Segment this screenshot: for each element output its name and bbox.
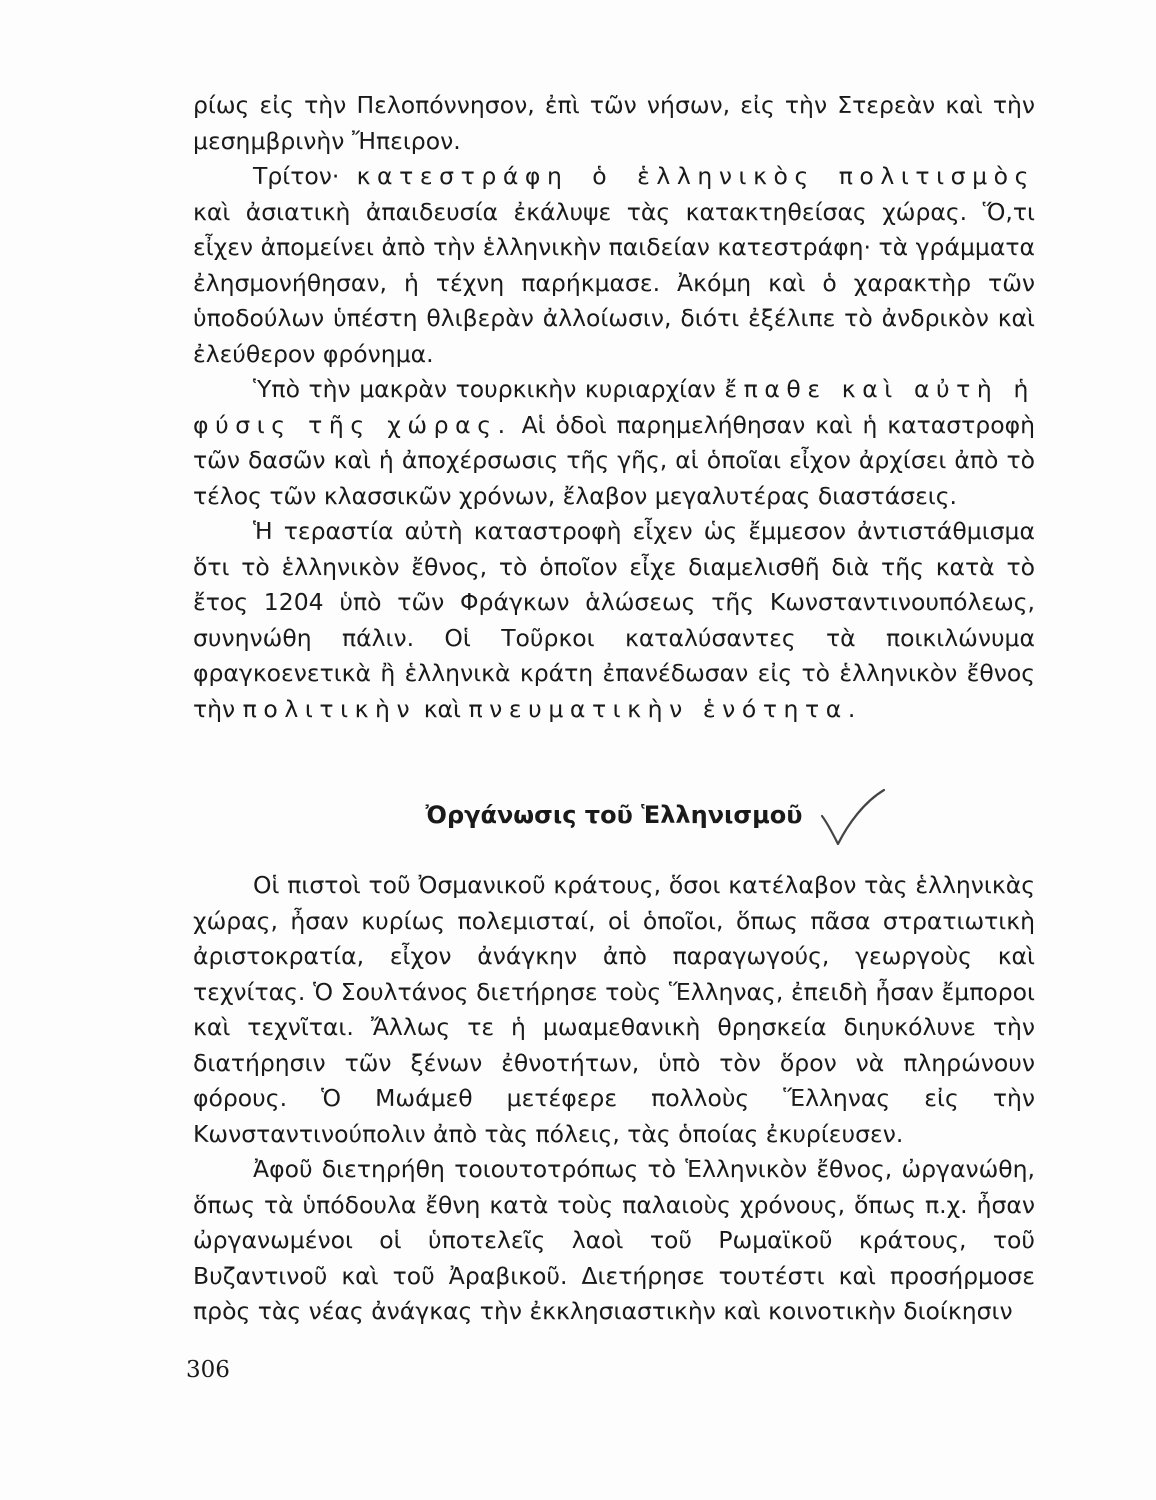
- text-segment: Αἱ ὁδοὶ παρημελήθησαν καὶ ἡ καταστροφὴ τῶν δασῶν καὶ ἡ ἀποχέρσωσις τῆς γῆς, αἱ ὁποῖαι εἶχον ἀρχίσει ἀπὸ τὸ τέλος τῶν κλασσικῶν χρόνων, ἔλαβον μεγαλυτέρας διαστάσεις.: [193, 410, 1035, 510]
- text-segment: Τρίτον·: [253, 162, 357, 190]
- paragraph: [193, 868, 1035, 1152]
- paragraph: [193, 1152, 1035, 1330]
- section-heading: Ὀργάνωσις τοῦ Ἑλληνισμοῦ: [425, 801, 803, 829]
- text-block-bottom: [193, 868, 1035, 1330]
- text-segment: Οἱ πιστοὶ τοῦ Ὀσμανικοῦ κράτους, ὅσοι κατέλαβον τὰς ἑλληνικὰς χώρας, ἦσαν κυρίως πολεμισταί, οἱ ὁποῖοι, ὅπως πᾶσα στρατιωτικὴ ἀριστοκρατία, εἶχον ἀνάγκην ἀπὸ παραγωγούς, γεωργοὺς καὶ τεχνίτας. Ὁ Σουλτάνος διετήρησε τοὺς Ἕλληνας, ἐπειδὴ ἦσαν ἔμποροι καὶ τεχνῖται. Ἄλλως τε ἡ μωαμεθανικὴ θρησκεία διηυκόλυνε τὴν διατήρησιν τῶν ξένων ἐθνοτήτων, ὑπὸ τὸν ὅρον νὰ πληρώνουν φόρους. Ὁ Μωάμεθ μετέφερε πολλοὺς Ἕλληνας εἰς τὴν Κωνσταντινούπολιν ἀπὸ τὰς πόλεις, τὰς ὁποίας ἐκυρίευσεν.: [193, 871, 1035, 1148]
- page-number: 306: [186, 1357, 230, 1383]
- text-segment: Ὑπὸ τὴν μακρὰν τουρκικὴν κυριαρχίαν: [253, 375, 725, 403]
- text-segment: καὶ: [416, 694, 469, 723]
- emphasized-text: ἔπαθε καὶ αὐτὴ ἡ φύσις τῆς χώρας.: [193, 375, 1035, 439]
- text-segment: ρίως εἰς τὴν Πελοπόννησον, ἐπὶ τῶν νήσων, εἰς τὴν Στερεὰν καὶ τὴν μεσημβρινὴν Ἤπειρον.: [193, 91, 1035, 155]
- emphasized-text: κατεστράφη ὁ ἑλληνικὸς πολιτισμὸς: [356, 162, 1035, 190]
- text-segment: καὶ ἀσιατικὴ ἀπαιδευσία ἐκάλυψε τὰς κατακτηθείσας χώρας. Ὅ,τι εἶχεν ἀπομείνει ἀπὸ τὴν ἑλληνικὴν παιδείαν κατεστράφη· τὰ γράμματα ἐλησμονήθησαν, ἡ τέχνη παρήκμασε. Ἀκόμη καὶ ὁ χαρακτὴρ τῶν ὑποδούλων ὑπέστη θλιβερὰν ἀλλοίωσιν, διότι ἐξέλιπε τὸ ἀνδρικὸν καὶ ἐλεύθερον φρόνημα.: [193, 197, 1035, 368]
- paragraph: [193, 88, 1035, 159]
- paragraph: [193, 372, 1035, 514]
- emphasized-text: πολιτικὴν: [242, 694, 417, 723]
- text-block-top: [193, 88, 1035, 727]
- emphasized-text: πνευματικὴν ἑνότητα.: [468, 694, 862, 723]
- text-segment: Ἀφοῦ διετηρήθη τοιουτοτρόπως τὸ Ἑλληνικὸν ἔθνος, ὠργανώθη, ὅπως τὰ ὑπόδουλα ἔθνη κατὰ τοὺς παλαιοὺς χρόνους, ὅπως π.χ. ἦσαν ὠργανωμένοι οἱ ὑποτελεῖς λαοὶ τοῦ Ρωμαϊκοῦ κράτους, τοῦ Βυζαντινοῦ καὶ τοῦ Ἀραβικοῦ. Διετήρησε τουτέστι καὶ προσήρμοσε πρὸς τὰς νέας ἀνάγκας τὴν ἐκκλησιαστικὴν καὶ κοινοτικὴν διοίκησιν: [193, 1155, 1035, 1325]
- text-segment: Ἡ τεραστία αὐτὴ καταστροφὴ εἶχεν ὡς ἔμμεσον ἀντιστάθμισμα ὅτι τὸ ἑλληνικὸν ἔθνος, τὸ ὁποῖον εἶχε διαμελισθῆ διὰ τῆς κατὰ τὸ ἔτος 1204 ὑπὸ τῶν Φράγκων ἁλώσεως τῆς Κωνσταντινουπόλεως, συνηνώθη πάλιν. Οἱ Τοῦρκοι καταλύσαντες τὰ ποικιλώνυμα φραγκοενετικὰ ἢ ἑλληνικὰ κράτη ἐπανέδωσαν εἰς τὸ ἑλληνικὸν ἔθνος τὴν: [193, 517, 1035, 723]
- paragraph: [193, 514, 1035, 727]
- handwritten-check-icon: [818, 788, 888, 848]
- paragraph: [193, 159, 1035, 372]
